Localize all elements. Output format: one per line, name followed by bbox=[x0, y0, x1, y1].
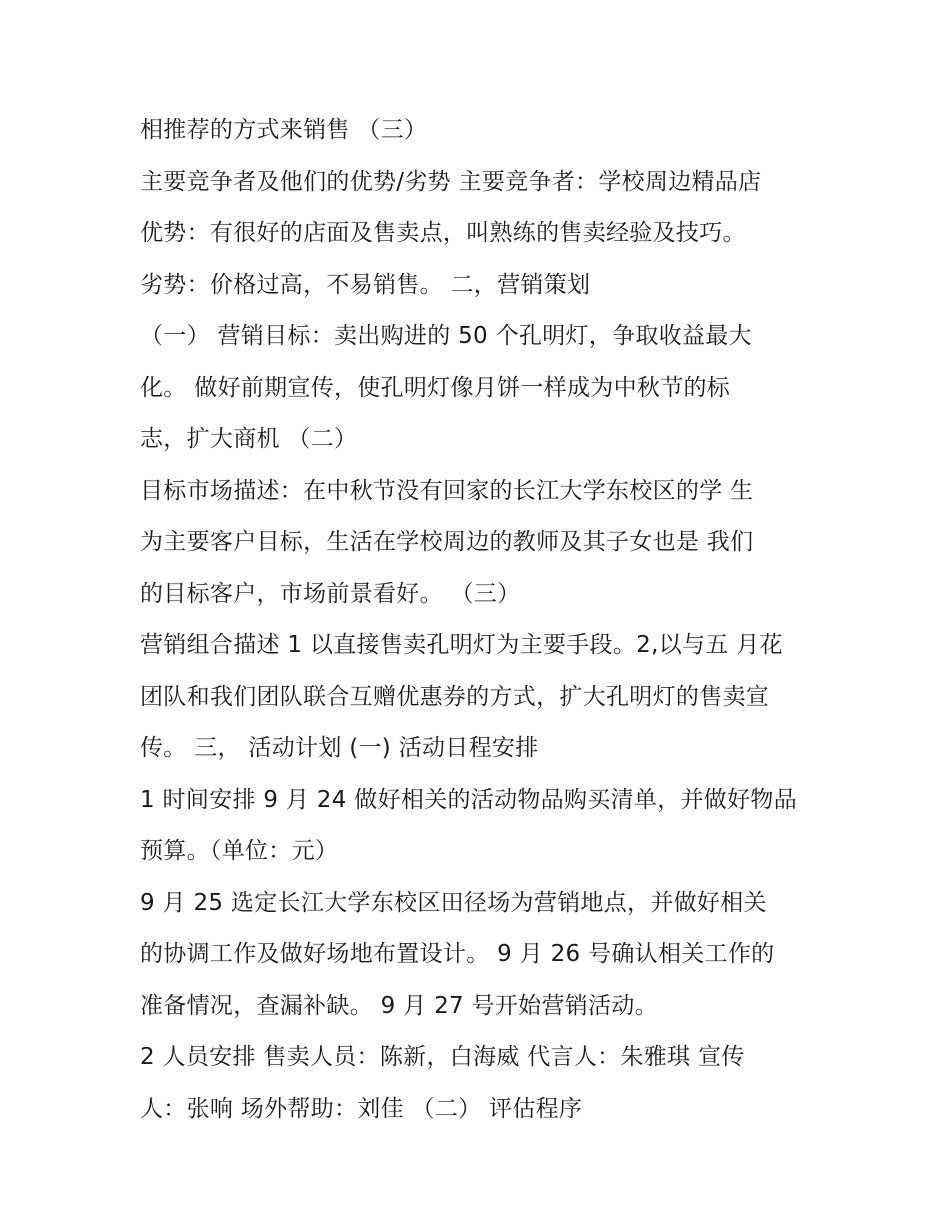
text-line: 化。 做好前期宣传，使孔明灯像月饼一样成为中秋节的标 bbox=[140, 374, 731, 401]
text-line: 9 月 25 选定长江大学东校区田径场为营销地点，并做好相关 bbox=[140, 889, 767, 916]
text-line: 预算。（单位：元） bbox=[140, 838, 339, 864]
text-line: 人：张响 场外帮助：刘佳 （二） 评估程序 bbox=[140, 1095, 583, 1122]
text-line: 志，扩大商机 （二） bbox=[140, 426, 358, 452]
text-line: 的目标客户，市场前景看好。 （三） bbox=[140, 580, 521, 607]
text-line: 准备情况，查漏补缺。 9 月 27 号开始营销活动。 bbox=[140, 992, 658, 1019]
text-line: 优势：有很好的店面及售卖点，叫熟练的售卖经验及技巧。 bbox=[140, 220, 746, 246]
text-line: 1 时间安排 9 月 24 做好相关的活动物品购买清单，并做好物品 bbox=[140, 786, 797, 813]
text-line: 的协调工作及做好场地布置设计。 9 月 26 号确认相关工作的 bbox=[140, 941, 775, 967]
text-line: 为主要客户目标，生活在学校周边的教师及其子女也是 我们 bbox=[140, 529, 754, 555]
body-text bbox=[140, 108, 830, 1138]
text-line: 目标市场描述：在中秋节没有回家的长江大学东校区的学 生 bbox=[140, 477, 754, 504]
text-line: 相推荐的方式来销售 （三） bbox=[140, 117, 428, 143]
text-line: 团队和我们团队联合互赠优惠券的方式，扩大孔明灯的售卖宣 bbox=[140, 683, 770, 710]
text-line: 2 人员安排 售卖人员：陈新，白海威 代言人：朱雅琪 宣传 bbox=[140, 1044, 745, 1070]
text-line: 劣势：价格过高，不易销售。 二，营销策划 bbox=[140, 271, 591, 298]
text-line: 传。 三， 活动计划 (一) 活动日程安排 bbox=[140, 735, 539, 761]
text-line: 主要竞争者及他们的优势/劣势 主要竞争者：学校周边精品店 bbox=[140, 168, 762, 195]
text-line: 营销组合描述 1 以直接售卖孔明灯为主要手段。2,以与五 月花 bbox=[140, 632, 783, 658]
text-line: （一） 营销目标：卖出购进的 50 个孔明灯，争取收益最大 bbox=[140, 323, 752, 349]
